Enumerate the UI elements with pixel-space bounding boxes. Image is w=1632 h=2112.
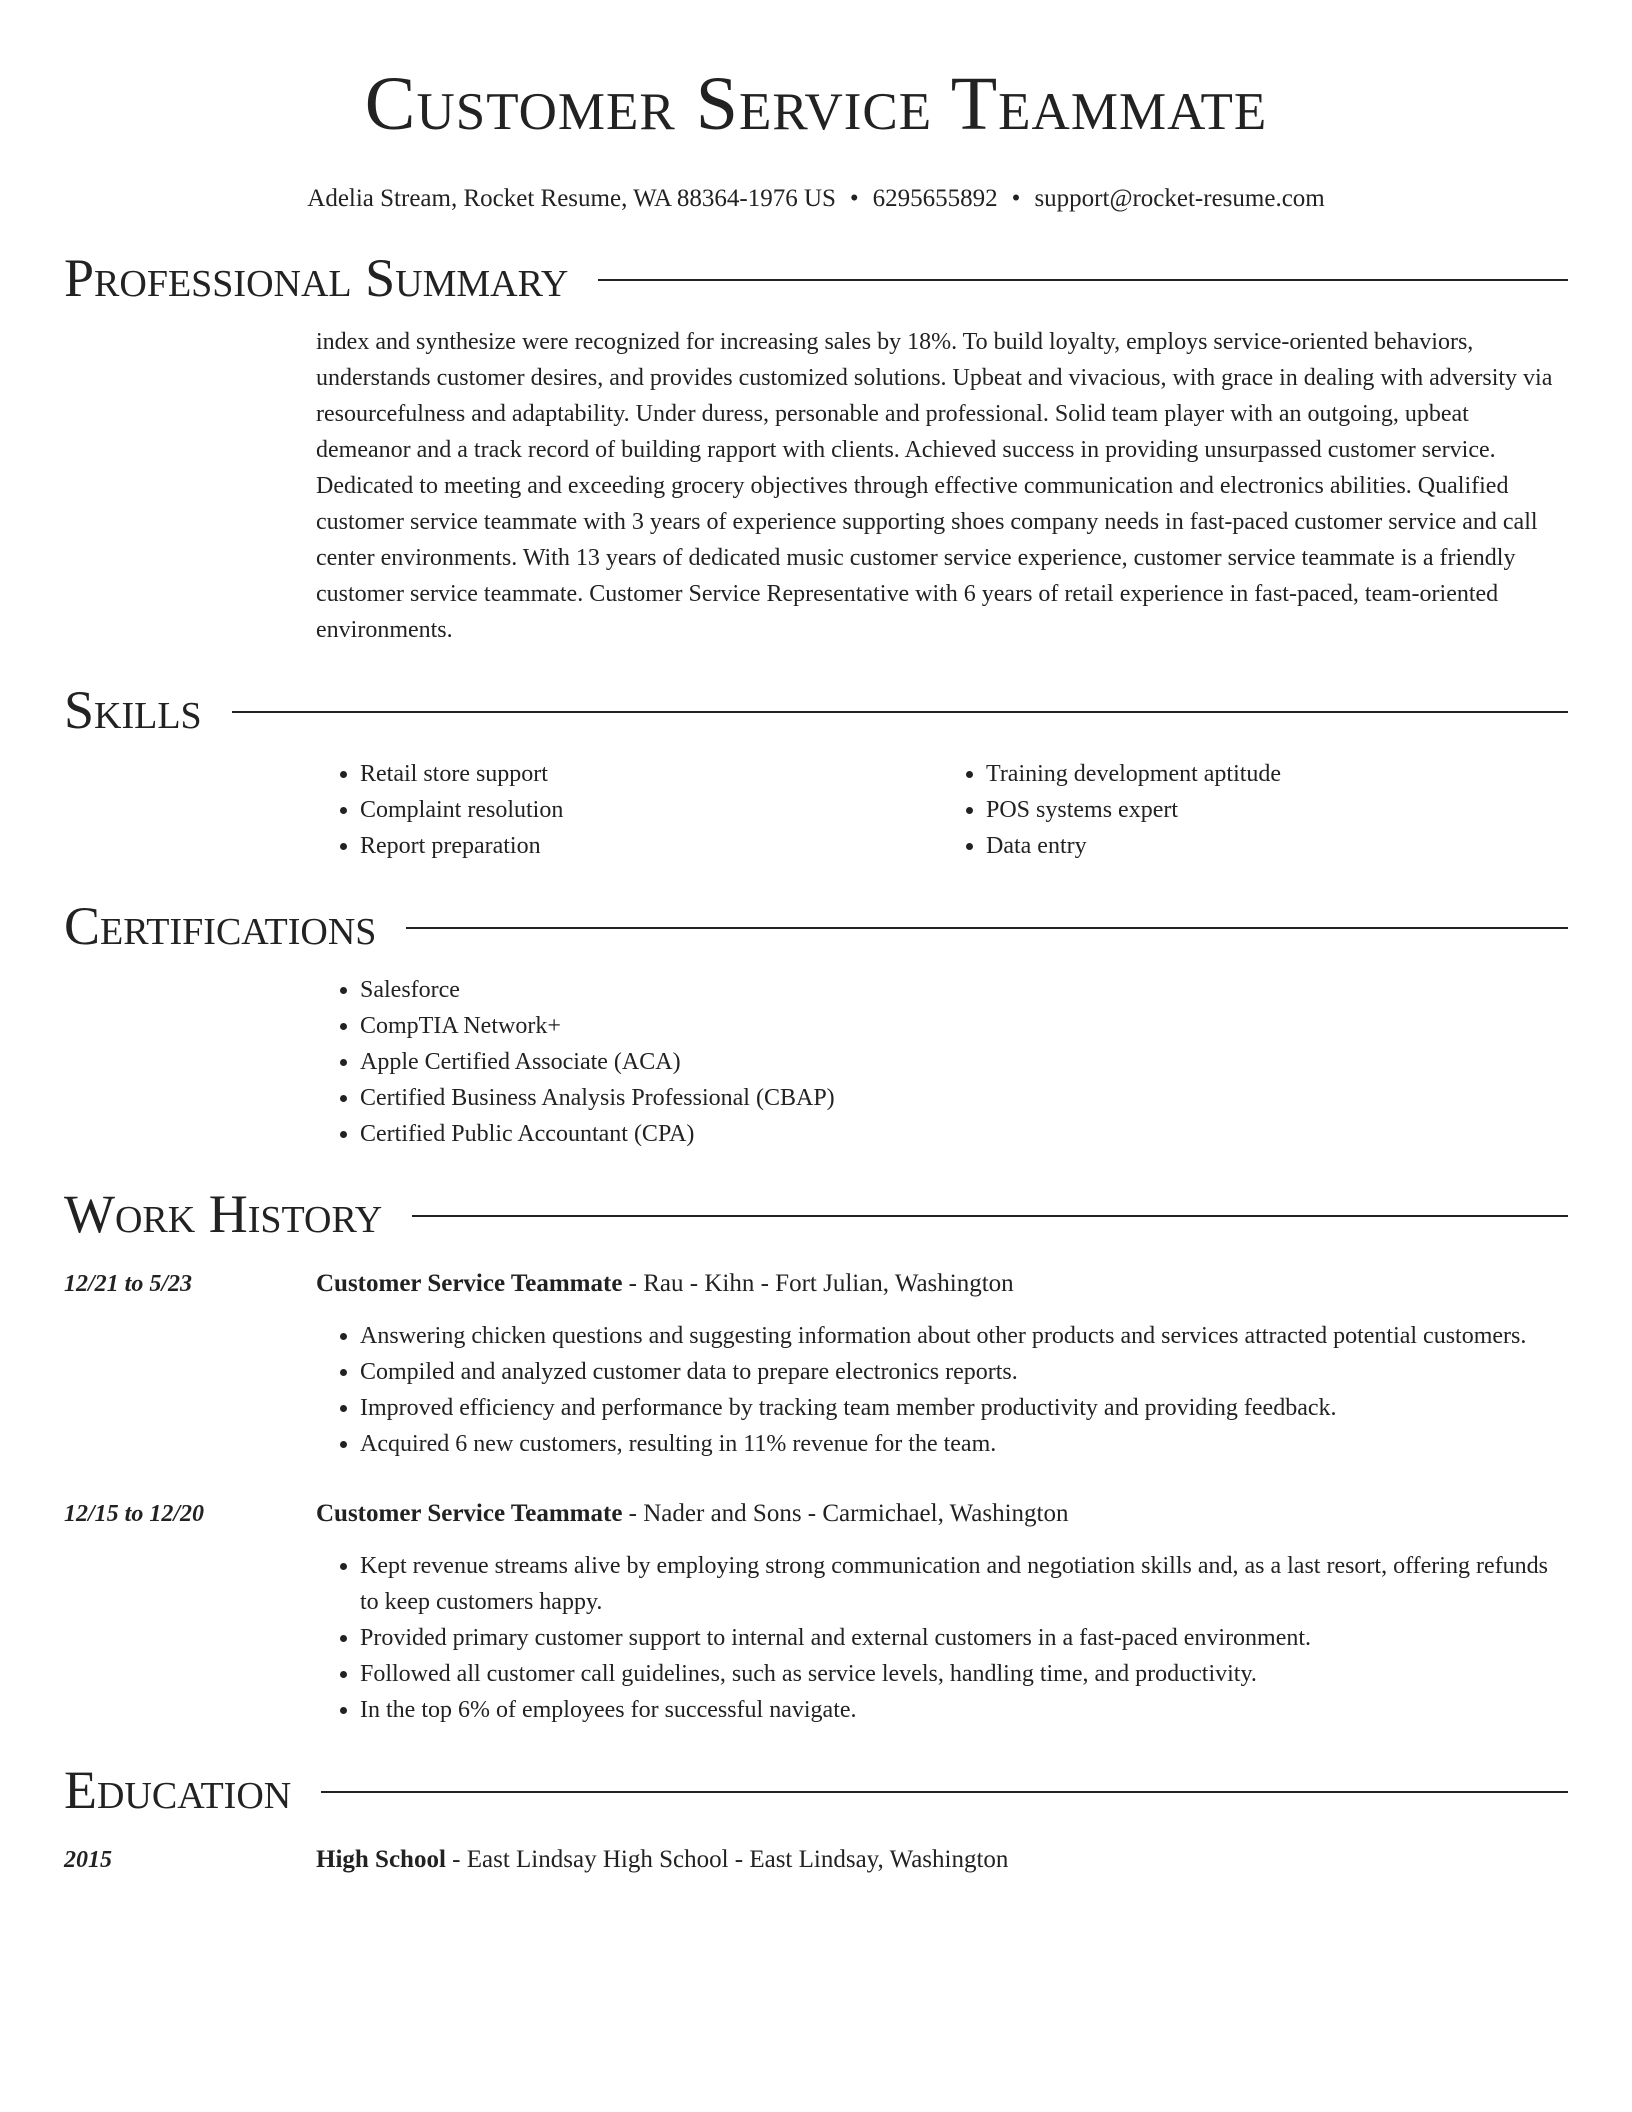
resume-title: Customer Service Teammate xyxy=(364,62,1268,146)
summary-section-header xyxy=(64,246,1568,310)
skill-item: • Retail store support xyxy=(360,756,942,792)
contact-address: Adelia Stream, Rocket Resume, WA 88364-1976 US xyxy=(307,185,836,212)
job-entry xyxy=(64,1266,1568,1462)
section-divider xyxy=(598,279,1568,281)
job-bullet: • Provided primary customer support to internal and external customers in a fast-paced environment. xyxy=(360,1620,1568,1656)
summary-section-title: Professional Summary xyxy=(64,248,569,308)
job-details: - Nader and Sons - Carmichael, Washington xyxy=(622,1500,1069,1527)
job-role: Customer Service Teammate xyxy=(316,1270,623,1297)
certifications-section-title: Certifications xyxy=(64,896,377,956)
section-divider xyxy=(406,927,1568,929)
section-divider xyxy=(321,1791,1568,1793)
skill-item: • Training development aptitude xyxy=(986,756,1568,792)
certifications-list xyxy=(316,972,1568,1152)
section-divider xyxy=(232,711,1568,713)
job-bullets xyxy=(316,1318,1568,1462)
contact-email: support@rocket-resume.com xyxy=(1034,185,1325,212)
skills-section-header xyxy=(64,678,1568,742)
job-bullet: • Kept revenue streams alive by employing strong communication and negotiation skills and, as a last resort, offering refunds to keep customers happy. xyxy=(360,1548,1568,1620)
job-details: - Rau - Kihn - Fort Julian, Washington xyxy=(622,1270,1014,1297)
contact-line xyxy=(64,184,1568,214)
job-dates: 12/21 to 5/23 xyxy=(64,1271,193,1297)
skill-item: • POS systems expert xyxy=(986,792,1568,828)
contact-separator: • xyxy=(849,185,859,212)
certification-item: • Apple Certified Associate (ACA) xyxy=(360,1044,1568,1080)
education-degree: High School xyxy=(316,1846,446,1873)
certification-item: • Certified Business Analysis Professional (CBAP) xyxy=(360,1080,1568,1116)
job-bullets xyxy=(316,1548,1568,1728)
contact-phone: 6295655892 xyxy=(872,185,998,212)
work-section-title: Work History xyxy=(64,1184,383,1244)
certification-item: • Certified Public Accountant (CPA) xyxy=(360,1116,1568,1152)
certifications-section-header xyxy=(64,894,1568,958)
skill-item: • Report preparation xyxy=(360,828,942,864)
education-section-header xyxy=(64,1758,1568,1822)
job-entry xyxy=(64,1496,1568,1728)
skill-item: • Complaint resolution xyxy=(360,792,942,828)
education-entry xyxy=(64,1842,1568,1878)
education-year: 2015 xyxy=(64,1847,112,1873)
work-section-header xyxy=(64,1182,1568,1246)
job-role: Customer Service Teammate xyxy=(316,1500,623,1527)
skills-section-title: Skills xyxy=(64,680,202,740)
education-heading xyxy=(316,1842,1568,1878)
job-bullet: • Acquired 6 new customers, resulting in 11% revenue for the team. xyxy=(360,1426,1568,1462)
section-divider xyxy=(412,1215,1568,1217)
skill-item: • Data entry xyxy=(986,828,1568,864)
job-heading xyxy=(316,1496,1568,1532)
job-bullet: • Compiled and analyzed customer data to prepare electronics reports. xyxy=(360,1354,1568,1390)
job-bullet: • Answering chicken questions and suggesting information about other products and services attracted potential customers. xyxy=(360,1318,1568,1354)
skills-column-left xyxy=(316,756,942,864)
skills-column-right xyxy=(942,756,1568,864)
summary-section xyxy=(316,324,1568,648)
job-bullet: • Followed all customer call guidelines, such as service levels, handling time, and productivity. xyxy=(360,1656,1568,1692)
summary-text: index and synthesize were recognized for increasing sales by 18%. To build loyalty, employs service-oriented behaviors, understands customer desires, and provides customized solutions. Upbeat and vivacious, with grace in dealing with adversity via resourcefulness and adaptability. Under duress, personable and professional. Solid team player with an outgoing, upbeat demeanor and a track record of building rapport with clients. Achieved success in providing unsurpassed customer service. Dedicated to meeting and exceeding grocery objectives through effective communication and electronics abilities. Qualified customer service teammate with 3 years of experience supporting shoes company needs in fast-paced customer service and call center environments. With 13 years of dedicated music customer service experience, customer service teammate is a friendly customer service teammate. Customer Service Representative with 6 years of retail experience in fast-paced, team-oriented environments. xyxy=(316,329,1553,643)
certification-item: • Salesforce xyxy=(360,972,1568,1008)
job-dates: 12/15 to 12/20 xyxy=(64,1501,205,1527)
skills-list xyxy=(316,756,1568,864)
education-section-title: Education xyxy=(64,1760,292,1820)
job-bullet: • Improved efficiency and performance by tracking team member productivity and providing feedback. xyxy=(360,1390,1568,1426)
contact-separator: • xyxy=(1011,185,1021,212)
education-details: - East Lindsay High School - East Lindsay, Washington xyxy=(445,1846,1009,1873)
job-bullet: • In the top 6% of employees for successful navigate. xyxy=(360,1692,1568,1728)
certification-item: • CompTIA Network+ xyxy=(360,1008,1568,1044)
job-heading xyxy=(316,1266,1568,1302)
